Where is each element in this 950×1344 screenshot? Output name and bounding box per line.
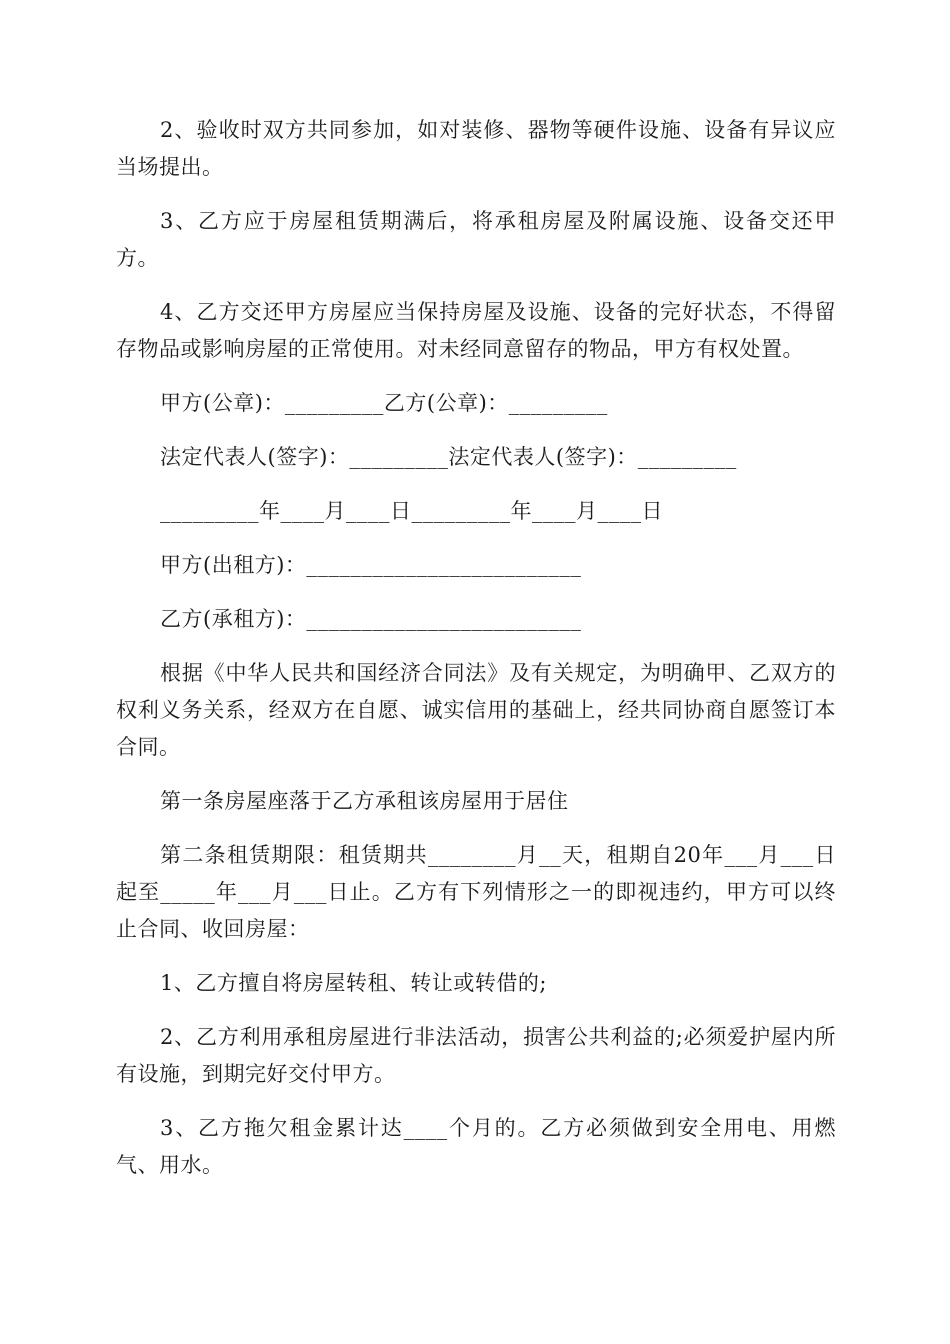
clause-acceptance-2: 2、验收时双方共同参加，如对装修、器物等硬件设施、设备有异议应当场提出。 [116, 118, 836, 179]
contract-body [116, 112, 836, 1201]
article-2-term: 第二条租赁期限：租赁期共________月__天，租期自20年___月___日起至_____年___月___日止。乙方有下列情形之一的即视违约，甲方可以终止合同、收回房屋： [116, 843, 836, 941]
signature-date-line: _________年____月____日_________年____月____日 [160, 499, 663, 523]
contract-preamble: 根据《中华人民共和国经济合同法》及有关规定，为明确甲、乙双方的权利义务关系，经双方在自愿、诚实信用的基础上，经共同协商自愿签订本合同。 [116, 661, 836, 759]
signature-representative-line: 法定代表人(签字)：_________法定代表人(签字)：_________ [160, 445, 737, 469]
article-1-location: 第一条房屋座落于乙方承租该房屋用于居住 [160, 789, 569, 813]
clause-return-3: 3、乙方应于房屋租赁期满后，将承租房屋及附属设施、设备交还甲方。 [116, 209, 836, 270]
lessee-line: 乙方(承租方)：_________________________ [160, 607, 582, 631]
signature-seal-line: 甲方(公章)：_________乙方(公章)：_________ [160, 391, 608, 415]
breach-item-3: 3、乙方拖欠租金累计达____个月的。乙方必须做到安全用电、用燃气、用水。 [116, 1116, 836, 1177]
clause-return-condition-4: 4、乙方交还甲方房屋应当保持房屋及设施、设备的完好状态，不得留存物品或影响房屋的正常使用。对未经同意留存的物品，甲方有权处置。 [116, 300, 836, 361]
breach-item-1: 1、乙方擅自将房屋转租、转让或转借的; [160, 971, 547, 995]
lessor-line: 甲方(出租方)：_________________________ [160, 553, 582, 577]
breach-item-2: 2、乙方利用承租房屋进行非法活动，损害公共利益的;必须爱护屋内所有设施，到期完好交付甲方。 [116, 1025, 836, 1086]
